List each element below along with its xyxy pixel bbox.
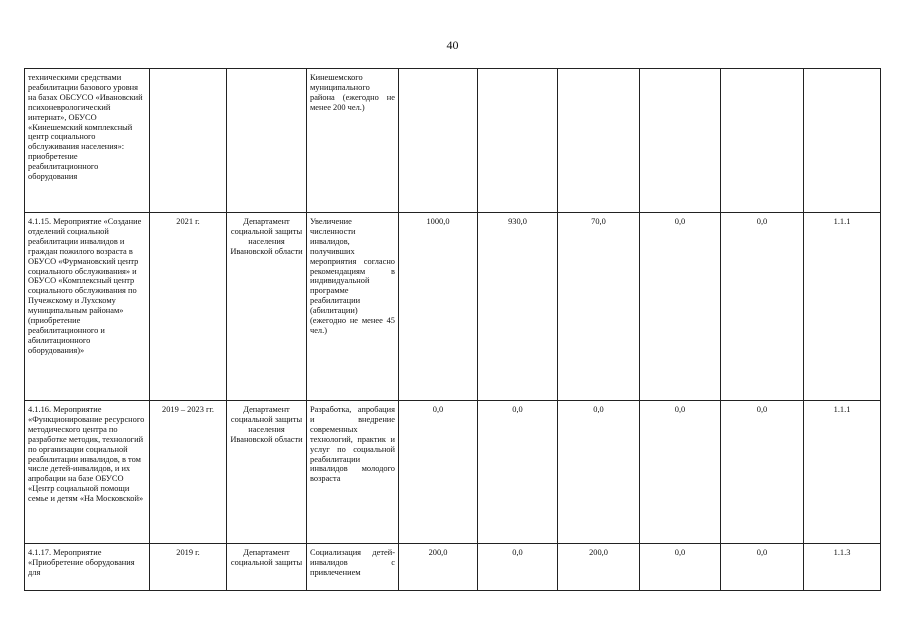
result-cell: Разработка, апробация и внедрение современных технологий, практик и услуг по социальной реабилитации инвалидов молодого возраста: [307, 401, 399, 544]
program-table: [24, 68, 881, 591]
table-row: [25, 401, 881, 544]
table-row: [25, 69, 881, 213]
executor-cell: [227, 69, 307, 213]
code-cell: 1.1.1: [804, 213, 881, 401]
table-row: [25, 544, 881, 591]
result-cell: Увеличение численности инвалидов, получивших мероприятия согласно рекомендациям в индивидуальной программе реабилитации (абилитации) (ежегодно не менее 45 чел.): [307, 213, 399, 401]
activity-name-cell: 4.1.17. Мероприятие «Приобретение оборудования для: [25, 544, 150, 591]
period-cell: [150, 69, 227, 213]
value-cell-4: [640, 69, 721, 213]
value-cell-2: 930,0: [478, 213, 558, 401]
value-cell-5: 0,0: [721, 544, 804, 591]
value-cell-2: 0,0: [478, 544, 558, 591]
value-cell-1: [399, 69, 478, 213]
activity-name-cell: 4.1.15. Мероприятие «Создание отделений социальной реабилитации инвалидов и граждан пожилого возраста в ОБУСО «Фурмановский центр социального обслуживания» и ОБУСО «Комплексный центр социального обслуживания по Пучежскому и Лухскому муниципальным районам» (приобретение реабилитационного и абилитационного оборудования)»: [25, 213, 150, 401]
value-cell-1: 0,0: [399, 401, 478, 544]
executor-cell: Департамент социальной защиты населения Ивановской области: [227, 213, 307, 401]
code-cell: 1.1.1: [804, 401, 881, 544]
period-cell: 2019 г.: [150, 544, 227, 591]
value-cell-1: 200,0: [399, 544, 478, 591]
value-cell-3: 0,0: [558, 401, 640, 544]
result-cell: Кинешемского муниципального района (ежегодно не менее 200 чел.): [307, 69, 399, 213]
value-cell-4: 0,0: [640, 213, 721, 401]
value-cell-4: 0,0: [640, 544, 721, 591]
value-cell-5: 0,0: [721, 401, 804, 544]
code-cell: [804, 69, 881, 213]
activity-name-cell: 4.1.16. Мероприятие «Функционирование ресурсного методического центра по разработке методик, технологий по организации социальной реабилитации инвалидов, в том числе детей-инвалидов, и их апробации на базе ОБУСО «Центр социальной помощи семье и детям «На Московской»: [25, 401, 150, 544]
activity-name-cell: техническими средствами реабилитации базового уровня на базах ОБСУСО «Ивановский психоневрологический интернат», ОБУСО «Кинешемский комплексный центр социального обслуживания населения»: приобретение реабилитационного оборудования: [25, 69, 150, 213]
value-cell-2: 0,0: [478, 401, 558, 544]
page-number: 40: [446, 38, 459, 52]
table-row: [25, 213, 881, 401]
value-cell-3: 200,0: [558, 544, 640, 591]
value-cell-3: [558, 69, 640, 213]
period-cell: 2021 г.: [150, 213, 227, 401]
value-cell-4: 0,0: [640, 401, 721, 544]
period-cell: 2019 – 2023 гг.: [150, 401, 227, 544]
result-cell: Социализация детей-инвалидов с привлечением: [307, 544, 399, 591]
value-cell-1: 1000,0: [399, 213, 478, 401]
value-cell-5: [721, 69, 804, 213]
executor-cell: Департамент социальной защиты населения Ивановской области: [227, 401, 307, 544]
value-cell-5: 0,0: [721, 213, 804, 401]
code-cell: 1.1.3: [804, 544, 881, 591]
value-cell-2: [478, 69, 558, 213]
executor-cell: Департамент социальной защиты: [227, 544, 307, 591]
value-cell-3: 70,0: [558, 213, 640, 401]
